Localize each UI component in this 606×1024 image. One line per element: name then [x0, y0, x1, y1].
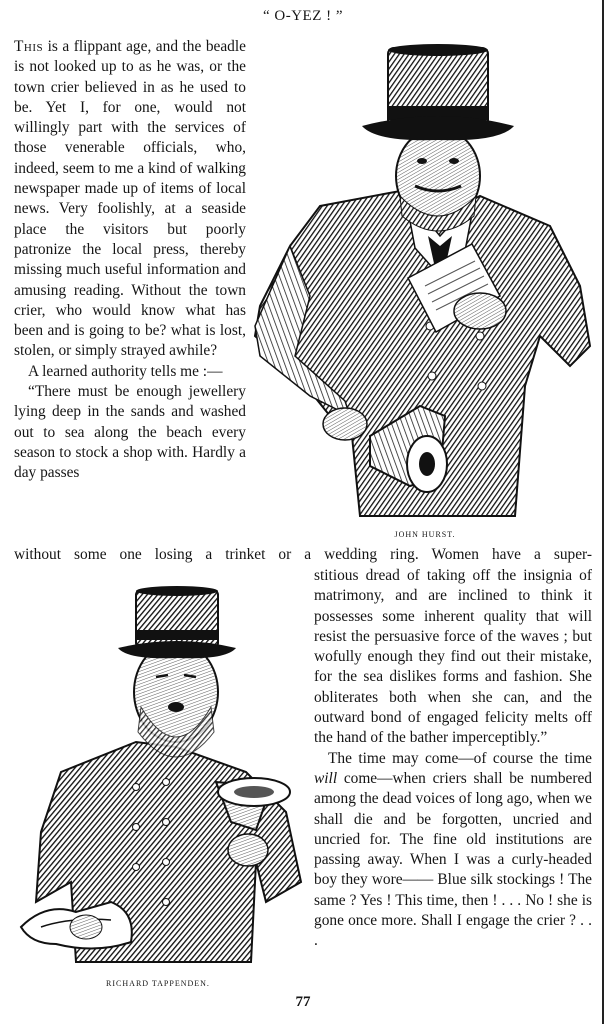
richard-tappenden-engraving	[16, 582, 310, 972]
right-column-text	[314, 566, 592, 952]
illustration-john-hurst	[250, 36, 595, 521]
caption-richard-tappenden: RICHARD TAPPENDEN.	[106, 979, 210, 988]
paragraph-quote-start: “There must be enough jewellery lying deep in the sands and washed out to sea along the beach every season to stock a shop with. Hardly a day passes	[14, 383, 246, 482]
closing-text-b: come—when criers shall be numbered among the dead voices of long ago, when we shall die and be forgotten, uncried and uncried for. The fine old institutions are passing away. When I was a curly-headed boy they wore—— Blue silk stockings ! The same ? Yes ! This time, then ! . . . No ! she is gone once more. Shall I engage the crier ? . . .	[314, 769, 592, 950]
closing-text-a: The time may come—of course the time	[328, 749, 592, 767]
left-column-text	[14, 37, 246, 484]
emphasis-will: will	[314, 769, 338, 787]
paragraph-intro	[14, 37, 246, 362]
paragraph-closing	[314, 749, 592, 952]
page-edge-rule	[602, 0, 604, 1024]
page-title: “ O-YEZ ! ”	[262, 8, 344, 24]
page-number: 77	[295, 994, 311, 1010]
caption-john-hurst: JOHN HURST.	[394, 530, 456, 539]
illustration-richard-tappenden	[16, 582, 310, 972]
john-hurst-engraving	[250, 36, 595, 521]
full-width-line: without some one losing a trinket or a wedding ring. Women have a super-	[14, 546, 592, 563]
drop-word: This	[14, 38, 44, 55]
intro-text: is a flippant age, and the beadle is not looked up to as he was, or the town crier believed in as he used to be. Yet I, for one, would not willingly part with the services of those venerable officials, who, indeed, seem to me a kind of walking newspaper made up of items of local news. Very foolishly, at a seaside place the visitors but poorly patronize the local press, thereby missing much useful information and amusing reading. Without the town crier, who would know what has been and is going to be? what is lost, stolen, or simply strayed awhile?	[14, 38, 246, 360]
paragraph-authority: A learned authority tells me :—	[28, 362, 223, 380]
paragraph-quote-end: stitious dread of taking off the insignia of matrimony, and are inclined to think it possesses some inherent quality that will resist the persuasive force of the waves ; but wofully enough they find out their mistake, for the sea dislikes forms and fashion. She obliterates both when she can, and the outward bond of engaged felicity melts off the hand of the bather imperceptibly.”	[314, 567, 592, 747]
